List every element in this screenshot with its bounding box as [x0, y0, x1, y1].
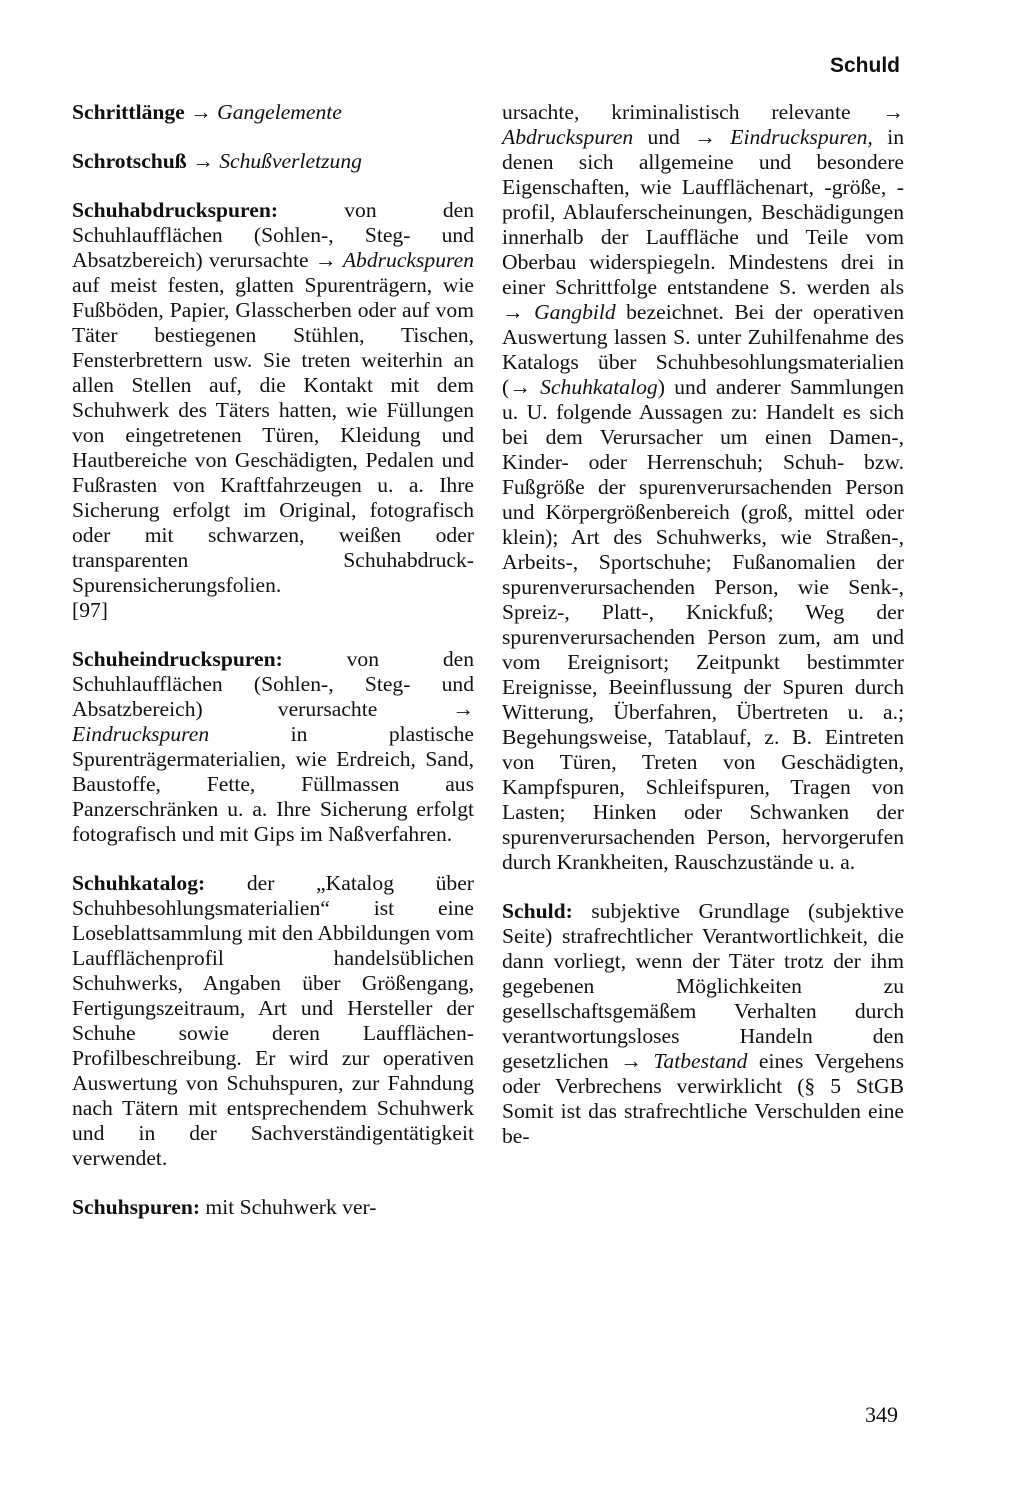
entry-text: bezeichnet. Bei der operativen Auswertung lassen S. unter Zuhilfenahme des Katalogs über Schuhbesohlungsmaterialien (→: [502, 300, 904, 399]
entry-schuheindruckspuren: [72, 647, 474, 847]
cross-reference: Schußverletzung: [219, 149, 362, 173]
entry-schrotschuss: [72, 149, 474, 174]
entry-text: der „Katalog über Schuhbesohlungsmaterialien“ ist eine Loseblattsammlung mit den Abbildungen vom Laufflächenprofil handelsüblichen Schuhwerks, Angaben über Größengang, Fertigungszeitraum, Art und Hersteller der Schuhe sowie deren Laufflächen-Profilbeschreibung. Er wird zur operativen Auswertung von Schuhspuren, zur Fahndung nach Tätern mit entsprechendem Schuhwerk und in der Sachverständigentätigkeit verwendet.: [72, 871, 474, 1170]
cross-reference: Tatbestand: [653, 1049, 748, 1073]
entry-text: auf meist festen, glatten Spurenträgern, wie Fußböden, Papier, Glasscherben oder auf vom Täter bestiegenen Stühlen, Tischen, Fensterbrettern usw. Sie treten weiterhin an allen Stellen auf, die Kontakt mit dem Schuhwerk des Täters hatten, wie Füllungen von eingetretenen Türen, Kleidung und Hautbereiche von Geschädigten, Pedalen und Fußrasten von Kraftfahrzeugen u. a. Ihre Sicherung erfolgt im Original, fotografisch oder mit schwarzen, weißen oder transparenten Schuhabdruck-Spurensicherungsfolien.: [72, 273, 474, 597]
entry-text: und →: [633, 125, 731, 149]
entry-text: mit Schuhwerk ver-: [200, 1195, 377, 1219]
cross-reference-arrow: →: [186, 149, 220, 173]
entry-text: eines Vergehens oder Verbrechens verwirklicht (§ 5 StGB Somit ist das strafrechtliche Verschulden eine be-: [502, 1049, 904, 1148]
right-column: [502, 100, 904, 1173]
entry-text: von den Schuhlaufflächen (Sohlen-, Steg- und Absatzbereich) verursachte →: [72, 647, 474, 721]
page-number: 349: [865, 1402, 898, 1427]
entry-schuhspuren: [72, 1195, 474, 1220]
entry-schuhabdruckspuren: [72, 198, 474, 598]
running-head: Schuld: [829, 54, 900, 77]
left-column: [72, 100, 474, 1244]
lemma: Schuheindruckspuren:: [72, 647, 283, 671]
lemma: Schuhspuren:: [72, 1195, 201, 1219]
entry-schrittlaenge: [72, 100, 474, 125]
cross-reference-arrow: →: [184, 100, 218, 124]
cross-reference: Eindruckspuren: [72, 722, 210, 746]
reference-number: [97]: [72, 598, 108, 622]
cross-reference: Abdruckspuren: [342, 248, 474, 272]
lemma: Schrotschuß: [72, 149, 187, 173]
cross-reference: Abdruckspuren: [502, 125, 634, 149]
cross-reference: Gangelemente: [217, 100, 342, 124]
entry-schuhspuren-continued: [502, 100, 904, 875]
lemma: Schuhabdruckspuren:: [72, 198, 279, 222]
entry-text: subjektive Grundlage (subjektive Seite) strafrechtlicher Verantwortlichkeit, die dann vorliegt, wenn der Täter trotz der ihm gegebenen Möglichkeiten zu gesellschaftsgemäßem Verhalten durch verantwortungsloses Handeln den gesetzlichen →: [502, 899, 904, 1073]
cross-reference: Eindruckspuren,: [730, 125, 873, 149]
entry-text: in plastische Spurenträgermaterialien, wie Erdreich, Sand, Baustoffe, Fette, Füllmassen aus Panzerschränken u. a. Ihre Sicherung erfolgt fotografisch und mit Gips im Naßverfahren.: [72, 722, 474, 846]
lemma: Schuld:: [502, 899, 573, 923]
entry-schuhkatalog: [72, 871, 474, 1171]
entry-text: ) und anderer Sammlungen u. U. folgende Aussagen zu: Handelt es sich bei dem Verursacher um einen Damen-, Kinder- oder Herrenschuh; Schuh- bzw. Fußgröße der spurenverursachenden Person und Körpergrößenbereich (groß, mittel oder klein); Art des Schuhwerks, wie Straßen-, Arbeits-, Sportschuhe; Fußanomalien der spurenverursachenden Person, wie Senk-, Spreiz-, Platt-, Knickfuß; Weg der spurenverursachenden Person zum, am und vom Ereignisort; Zeitpunkt bestimmter Ereignisse, Beeinflussung der Spuren durch Witterung, Überfahren, Übertreten u. a.; Begehungsweise, Tatablauf, z. B. Eintreten von Türen, Treten von Geschädigten, Kampfspuren, Schleifspuren, Tragen von Lasten; Hinken oder Schwanken der spurenverursachenden Person, hervorgerufen durch Krankheiten, Rauschzustände u. a.: [502, 375, 904, 874]
entry-text: ursachte, kriminalistisch relevante →: [502, 100, 904, 124]
lemma: Schrittlänge: [72, 100, 185, 124]
entry-text: in denen sich allgemeine und besondere Eigenschaften, wie Laufflächenart, -größe, -profil, Ablauferscheinungen, Beschädigungen innerhalb der Lauffläche und Teile vom Oberbau widerspiegeln. Mindestens drei in einer Schrittfolge entstandene S. werden als →: [502, 125, 904, 324]
entry-schuld: [502, 899, 904, 1149]
cross-reference: Gangbild: [534, 300, 616, 324]
cross-reference: Schuhkatalog: [540, 375, 658, 399]
entry-text: von den Schuhlaufflächen (Sohlen-, Steg- und Absatzbereich) verursachte →: [72, 198, 474, 272]
lemma: Schuhkatalog:: [72, 871, 206, 895]
